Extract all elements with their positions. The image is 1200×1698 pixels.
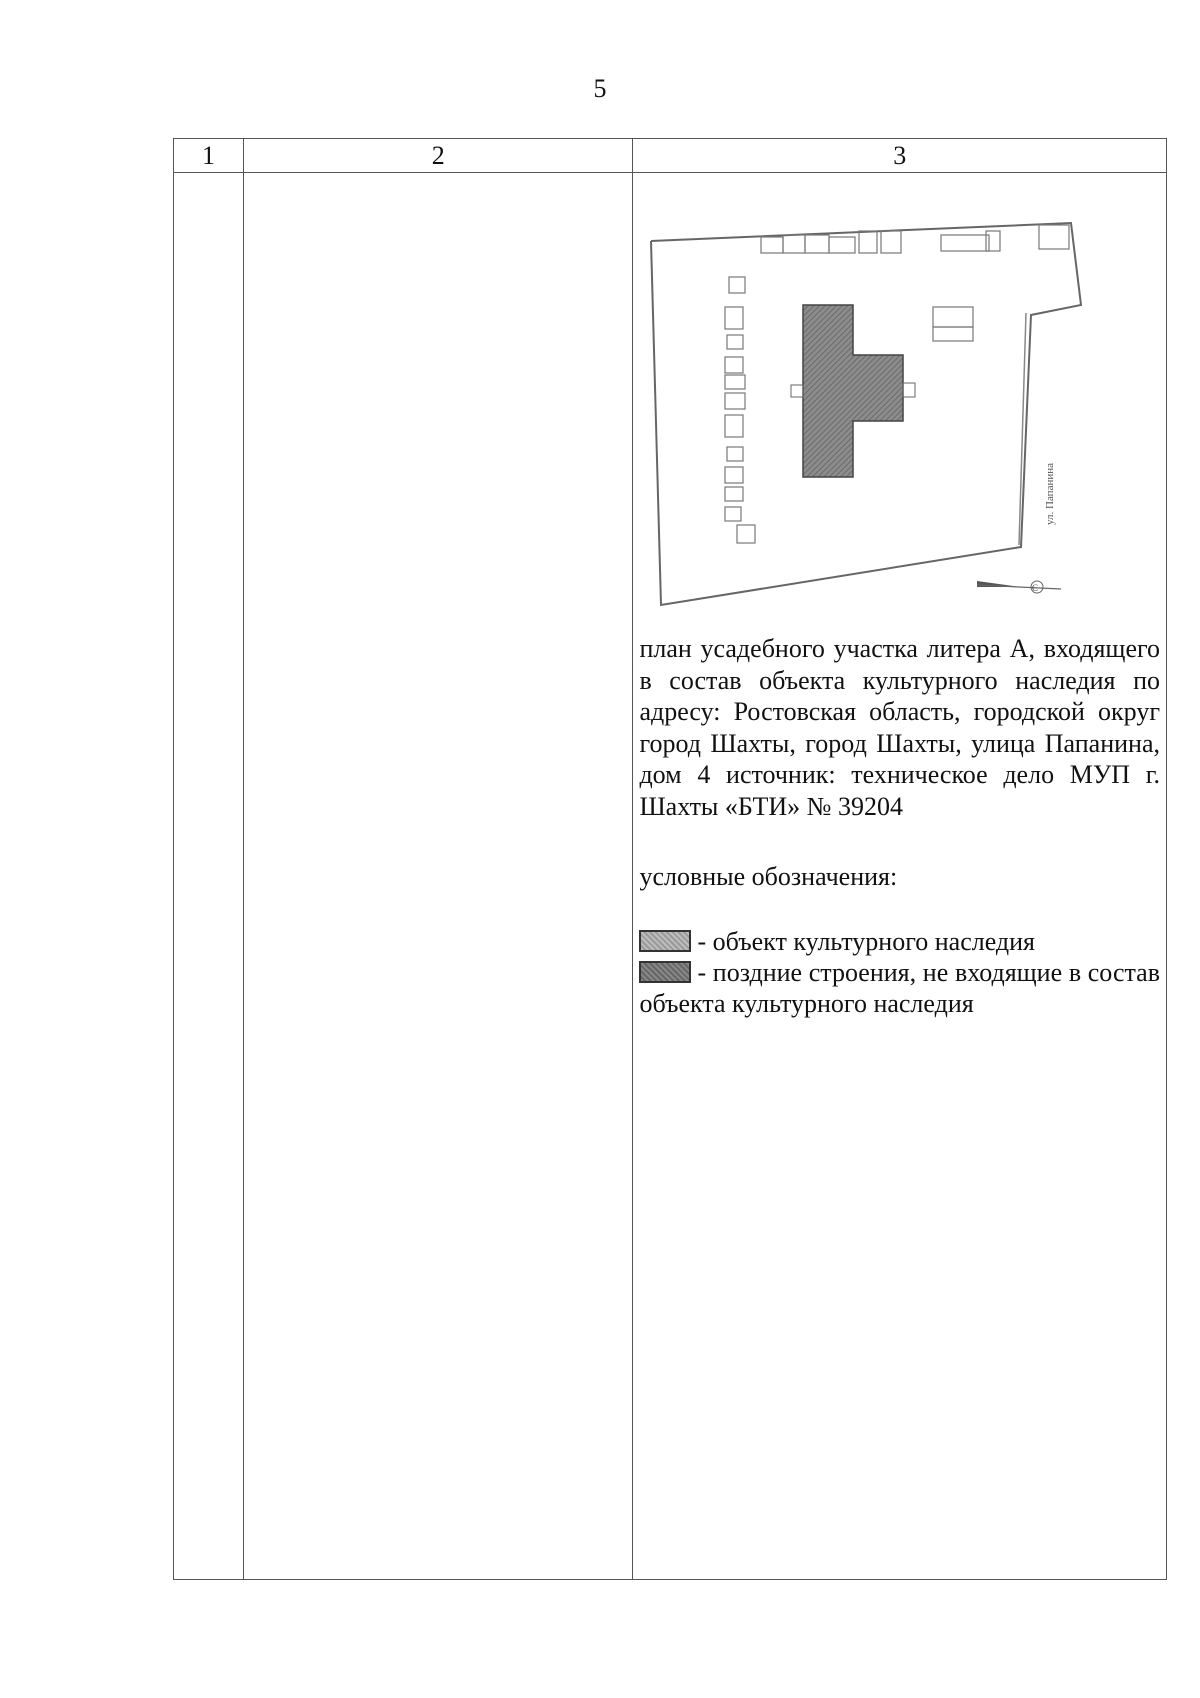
- table-row: [174, 173, 1167, 1580]
- site-plan-drawing: [641, 195, 1103, 625]
- porch-left: [791, 385, 803, 397]
- late-buildings-swatch-icon: [639, 961, 691, 983]
- heritage-building: [803, 305, 903, 477]
- site-plan: [641, 195, 1103, 625]
- page-number: 5: [593, 74, 607, 103]
- legend: [639, 926, 1160, 1019]
- outbuildings-left: [725, 277, 755, 543]
- column-header-2: 2: [244, 139, 633, 173]
- heritage-swatch-icon: [639, 930, 691, 952]
- legend-item-late-buildings: [639, 957, 1160, 1019]
- porch-right: [903, 383, 915, 397]
- cell-col1: [174, 173, 244, 1580]
- north-arrow-icon: [977, 581, 1061, 593]
- legend-label-late-buildings: - поздние строения, не входящие в состав объекта культурного наследия: [639, 958, 1160, 1018]
- street-label: ул. Папанина: [1044, 463, 1057, 525]
- table-header-row: [174, 139, 1167, 173]
- column-header-3: 3: [633, 139, 1167, 173]
- outbuilding-right: [933, 307, 973, 341]
- plan-caption-text: план усадебного участка литера А, входящего в состав объекта культурного наследия по адресу: Ростовская область, городской округ город Шахты, город Шахты, улица Папанина, дом 4 источник: техническое дело МУП г. Шахты «БТИ» № 39204: [639, 634, 1160, 821]
- cell-col2: [244, 173, 633, 1580]
- register-table: [173, 138, 1167, 1580]
- column-header-1: 1: [174, 139, 244, 173]
- legend-label-heritage: - объект культурного наследия: [697, 927, 1036, 956]
- north-label: С: [1032, 583, 1039, 593]
- cell-col3: [633, 173, 1167, 1580]
- legend-title: условные обозначения:: [639, 862, 898, 891]
- legend-item-heritage: [639, 926, 1160, 957]
- plan-caption: [639, 633, 1160, 822]
